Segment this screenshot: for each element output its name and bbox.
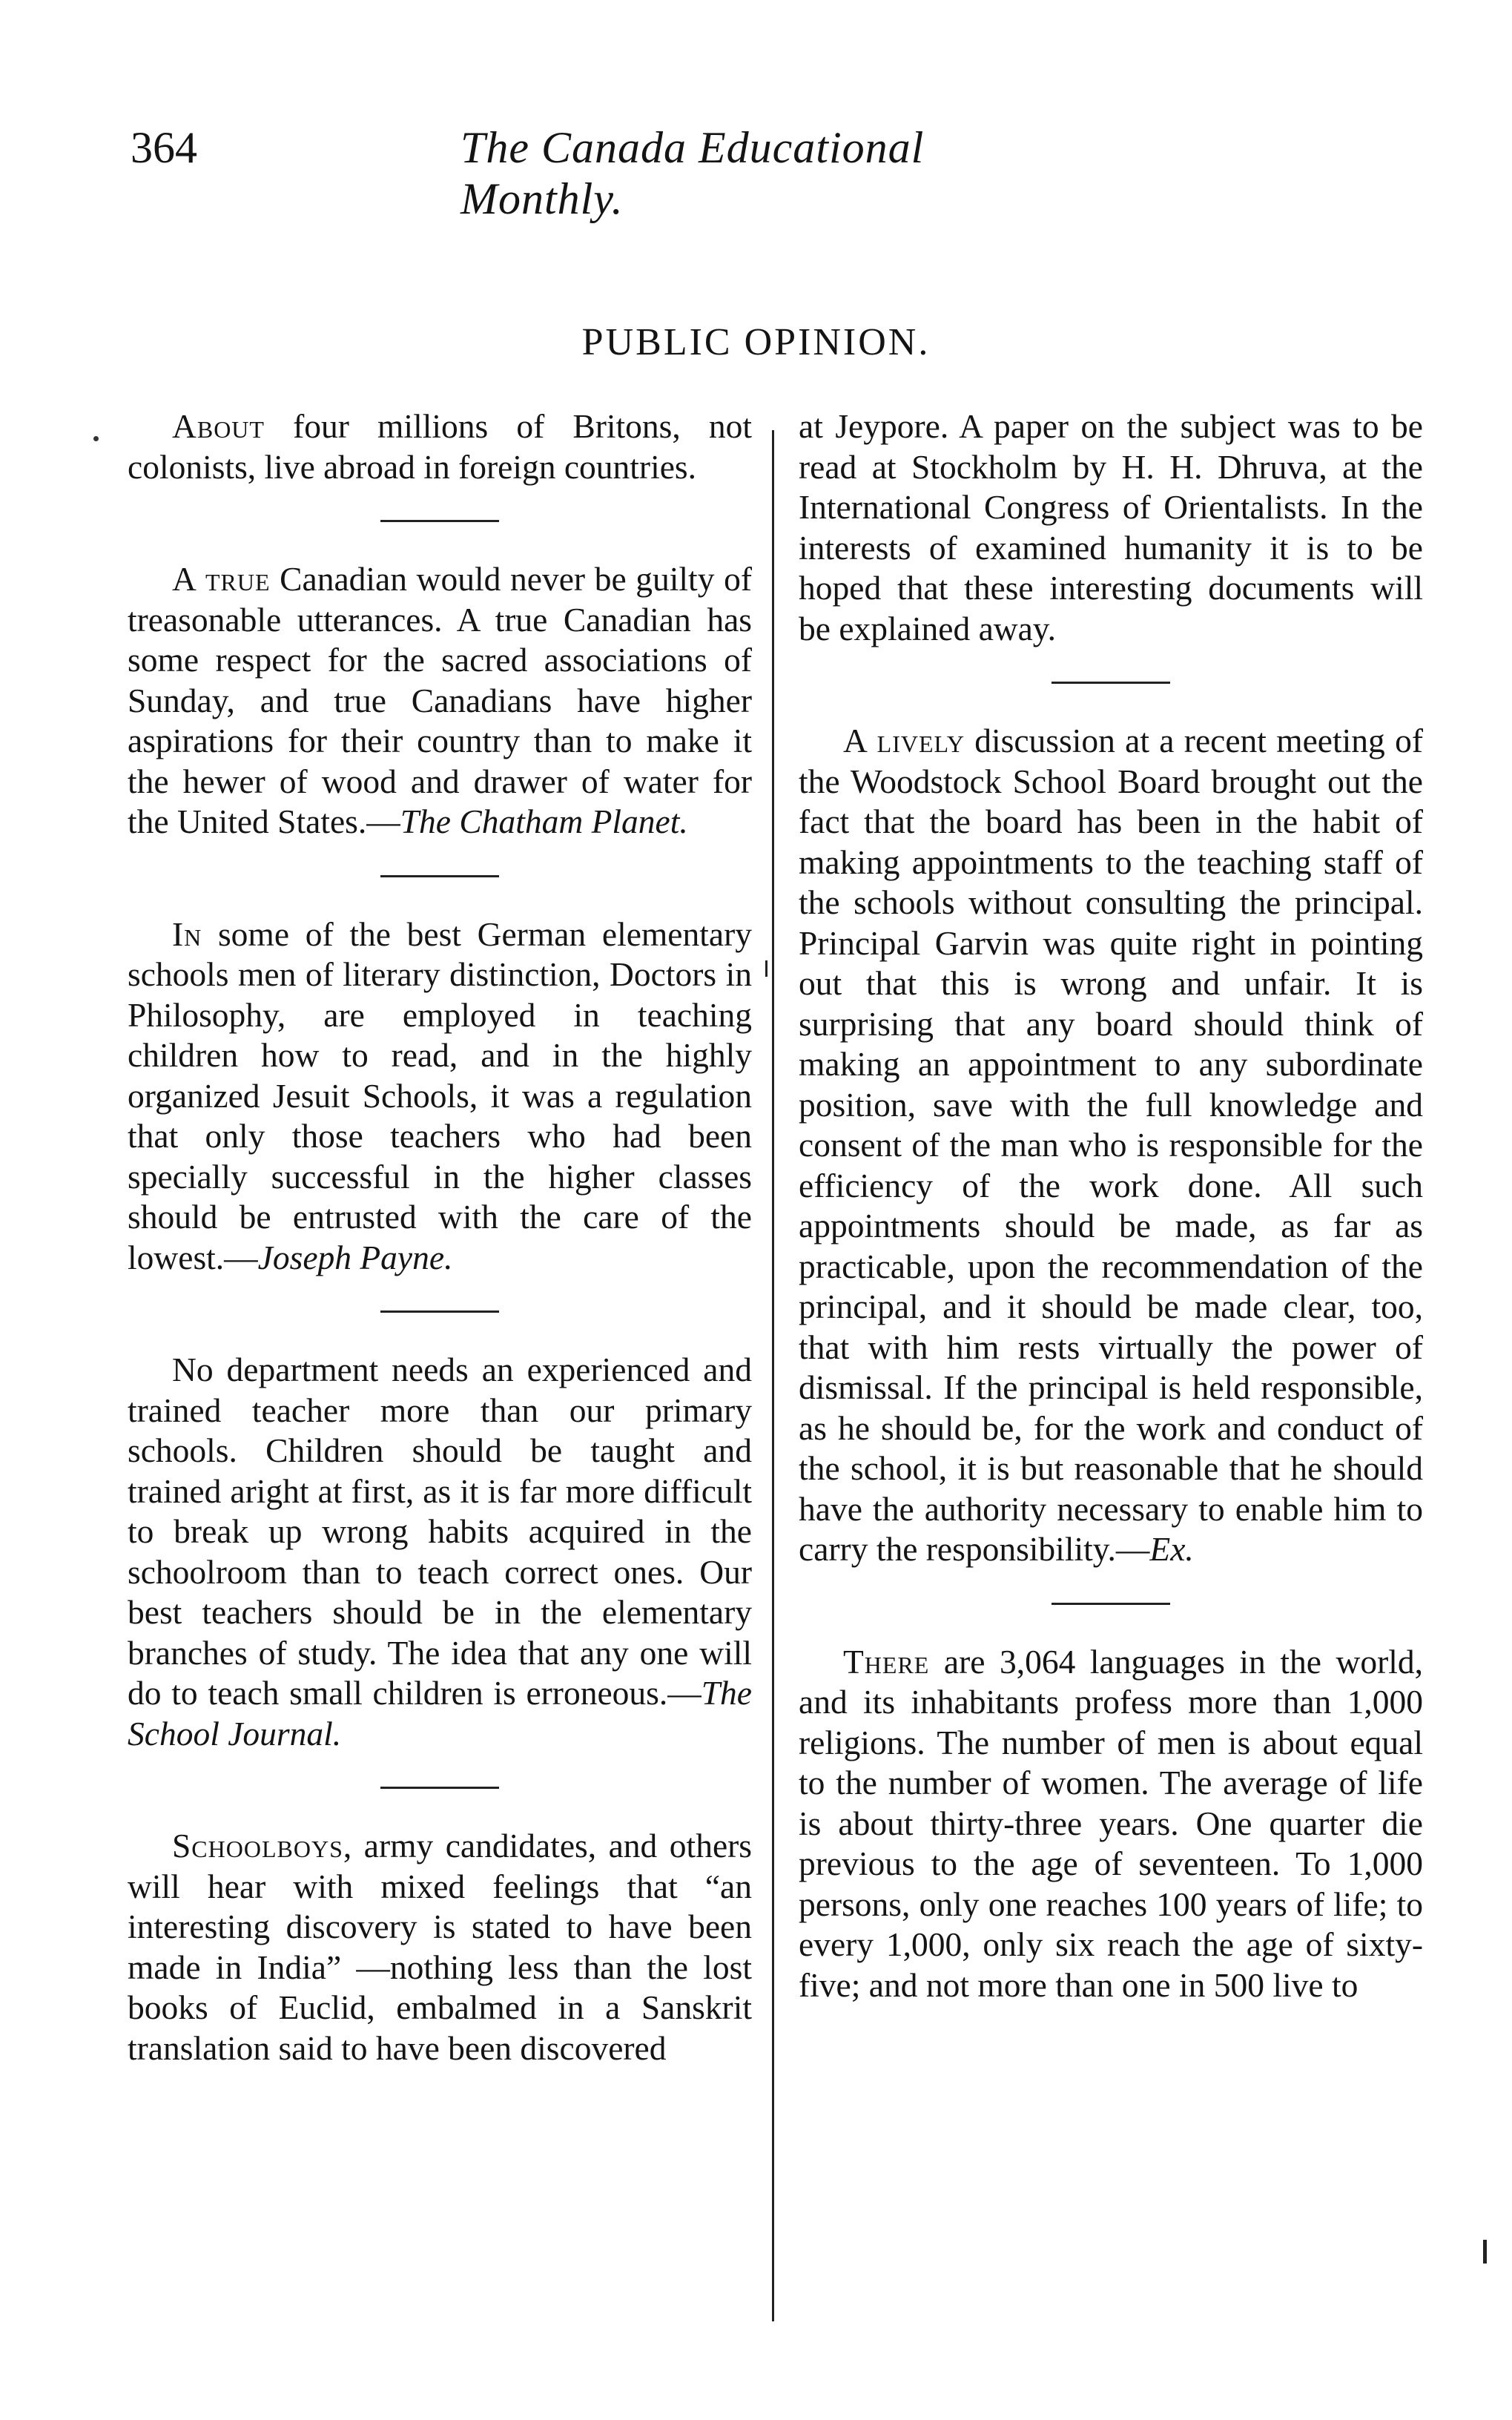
margin-dot	[93, 436, 99, 441]
separator-rule	[380, 875, 499, 877]
paragraph-britons-abroad: About four millions of Britons, not colonists, live abroad in foreign countries.	[128, 407, 752, 486]
paragraph-german-schools: In some of the best German elementary schools men of literary distinction, Doctors in Philosophy, are employed in teaching children how to read, and in the highly organized Jesuit Schools, it was a regulation that only those teachers who had been specially successful in the higher classes should be entrusted with the care of the lowest.—Joseph Payne.	[128, 914, 752, 1276]
running-title: The Canada Educational Monthly.	[460, 123, 925, 223]
separator-rule	[380, 1310, 499, 1313]
separator-rule	[1052, 682, 1170, 684]
page-number: 364	[131, 123, 197, 172]
right-column	[799, 406, 1423, 2005]
separator-rule	[1052, 1603, 1170, 1605]
page-header	[131, 122, 1095, 223]
source-citation: The Chatham Planet.	[400, 802, 688, 840]
paragraph-world-languages: There are 3,064 languages in the world, and its inhabitants profess more than 1,000 religions. The number of men is about equal to the number of women. The average of life is about thirty-three years. One quarter die previous to the age of seventeen. To 1,000 persons, only one reaches 100 years of life; to every 1,000, only six reach the age of sixty-five; and not more than one in 500 live to	[799, 1642, 1423, 2004]
paragraph-woodstock-board: A lively discussion at a recent meeting of the Woodstock School Board brought out the fact that the board has been in the habit of making appointments to the teaching staff of the schools without consulting the principal. Principal Garvin was quite right in pointing out that this is wrong and unfair. It is surprising that any board should think of making an appointment to any subordinate position, save with the full knowledge and consent of the man who is responsible for the efficiency of the work done. All such appointments should be made, as far as practicable, upon the recommendation of the principal, and it should be made clear, too, that with him rests virtually the power of dismissal. If the principal is held responsible, as he should be, for the work and conduct of the school, it is but reasonable that he should have the authority necessary to enable him to carry the responsibility.—Ex.	[799, 722, 1423, 1568]
section-title: PUBLIC OPINION.	[581, 321, 931, 363]
source-citation: Ex.	[1149, 1530, 1194, 1568]
source-citation: The School Journal.	[128, 1674, 752, 1753]
paragraph-true-canadian: A true Canadian would never be guilty of treasonable utterances. A true Canadian has some respect for the sacred associations of Sunday, and true Canadians have higher aspirations for their country than to make it the hewer of wood and drawer of water for the United States.—The Chatham Planet.	[128, 560, 752, 840]
margin-tick-mark	[765, 960, 767, 977]
paragraph-euclid-discovery: Schoolboys, army candidates, and others will hear with mixed feelings that “an interesting discovery is stated to have been made in India” —nothing less than the lost books of Euclid, embalmed in a Sanskrit translation said to have been discovered	[128, 1827, 752, 2067]
column-divider	[772, 430, 774, 2321]
left-column	[128, 406, 752, 2068]
source-citation: Joseph Payne.	[257, 1238, 453, 1276]
separator-rule	[380, 1787, 499, 1789]
paragraph-euclid-continued: at Jeypore. A paper on the subject was to be read at Stockholm by H. H. Dhruva, at the International Congress of Orientalists. In the interests of examined humanity it is to be hoped that these interesting documents will be explained away.	[799, 407, 1423, 647]
separator-rule	[380, 520, 499, 522]
edge-mark	[1483, 2240, 1487, 2264]
paragraph-primary-schools: No department needs an experienced and trained teacher more than our primary schools. Children should be taught and trained aright at first, as it is far more difficult to break up wrong habits acquired in the schoolroom than to teach correct ones. Our best teachers should be in the elementary branches of study. The idea that any one will do to teach small children is erroneous.—The School Journal.	[128, 1351, 752, 1753]
